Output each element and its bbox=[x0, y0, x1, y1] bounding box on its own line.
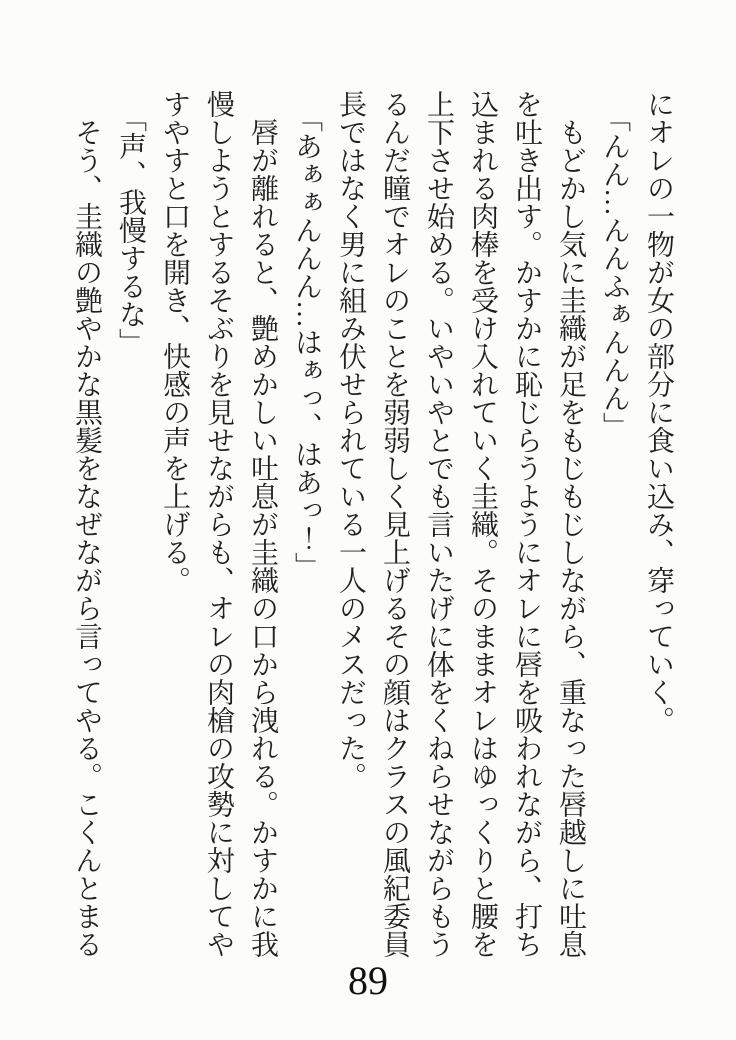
text-line: もどかし気に圭織が足をもじもじしながら、重なった唇越しに吐息 bbox=[555, 118, 586, 958]
text-line: そう、圭織の艶やかな黒髪をなぜながら言ってやる。こくんとまる bbox=[71, 118, 102, 958]
body-text bbox=[64, 90, 680, 970]
text-line: 「んん…んんふぁんんん」 bbox=[599, 104, 630, 440]
text-line: 慢しようとするそぶりを見せながらも、オレの肉槍の攻勢に対してや bbox=[203, 90, 234, 958]
text-line: 上下させ始める。いやいやとでも言いたげに体をくねらせながらもう bbox=[423, 90, 454, 958]
text-line: るんだ瞳でオレのことを弱弱しく見上げるその顔はクラスの風紀委員 bbox=[379, 90, 410, 958]
text-line: すやすと口を開き、快感の声を上げる。 bbox=[159, 90, 190, 594]
page-number: 89 bbox=[348, 958, 388, 1003]
text-line: 長ではなく男に組み伏せられている一人のメスだった。 bbox=[335, 90, 366, 790]
text-line: 「声、我慢するな」 bbox=[115, 104, 146, 356]
text-line: 「あぁぁんんん…はぁっ、はあっ！」 bbox=[291, 104, 322, 580]
text-line: にオレの一物が女の部分に食い込み、穿っていく。 bbox=[643, 90, 674, 734]
text-line: を吐き出す。かすかに恥じらうようにオレに唇を吸われながら、打ち bbox=[511, 90, 542, 958]
text-line: 込まれる肉棒を受け入れていく圭織。そのままオレはゆっくりと腰を bbox=[467, 90, 498, 958]
text-line: 唇が離れると、艶めかしい吐息が圭織の口から洩れる。かすかに我 bbox=[247, 118, 278, 958]
